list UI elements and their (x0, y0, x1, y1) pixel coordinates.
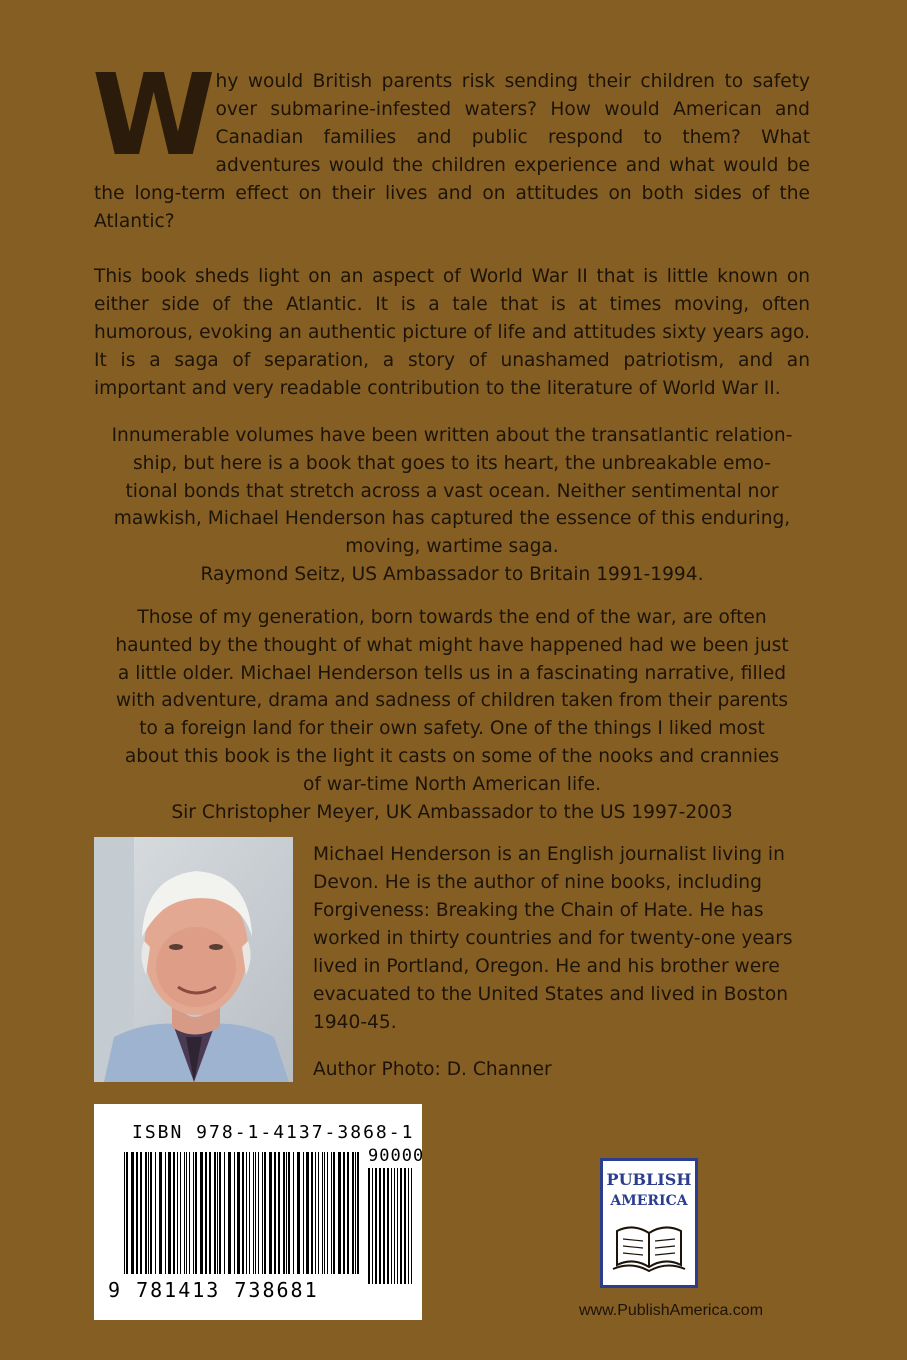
barcode-bar (136, 1152, 138, 1274)
addon-bar (397, 1168, 398, 1284)
barcode-bars-icon (124, 1152, 414, 1284)
barcode-bar (357, 1152, 359, 1274)
barcode-bar (306, 1152, 309, 1274)
barcode-bar (324, 1152, 325, 1274)
addon-bar (394, 1168, 395, 1284)
author-portrait-image (94, 837, 293, 1082)
barcode-bar (145, 1152, 147, 1274)
back-cover-blurb (92, 51, 810, 422)
ean-digits: 9 781413 738681 (108, 1278, 319, 1302)
barcode-bar (224, 1152, 225, 1274)
addon-bar (375, 1168, 377, 1284)
barcode-bar (131, 1152, 134, 1274)
quote-line: tional bonds that stretch across a vast ocean. Neither sentimental nor (125, 480, 779, 502)
barcode-bar (234, 1152, 235, 1274)
barcode-bar (343, 1152, 345, 1274)
bio-line: lived in Portland, Oregon. He and his brother were (313, 956, 780, 977)
publisher-logo (600, 1158, 698, 1288)
barcode-bar (322, 1152, 323, 1274)
barcode-bar (237, 1152, 240, 1274)
publish-america-logo-icon (603, 1161, 695, 1285)
barcode-bar (195, 1152, 197, 1274)
barcode-bar (258, 1152, 259, 1274)
barcode-bar (355, 1152, 356, 1274)
addon-bar (404, 1168, 406, 1284)
bio-line: 1940-45. (313, 1012, 397, 1033)
barcode-bar (246, 1152, 247, 1274)
quote-line: a little older. Michael Henderson tells us in a fascinating narrative, filled (117, 662, 787, 684)
barcode-bar (200, 1152, 203, 1274)
barcode-bar (177, 1152, 178, 1274)
barcode-bar (333, 1152, 335, 1274)
photo-credit: Author Photo: D. Channer (313, 1059, 552, 1080)
barcode-bar (262, 1152, 263, 1274)
barcode-bar (150, 1152, 152, 1274)
addon-bar (383, 1168, 385, 1284)
barcode-bar (168, 1152, 171, 1274)
barcode-bar (283, 1152, 285, 1274)
addon-bar (391, 1168, 392, 1284)
barcode-bar (209, 1152, 211, 1274)
quote-line: ship, but here is a book that goes to its heart, the unbreakable emo- (132, 452, 772, 474)
barcode-bar (165, 1152, 166, 1274)
barcode-bar (264, 1152, 266, 1274)
blurb-paragraph-2: This book sheds light on an aspect of World War II that is little known on either side of the Atlantic. It is a tale that is at times moving, often humorous, evoking an authentic picture of life and attitudes sixty years ago. It is a saga of separation, a story of unashamed patriotism, and an important and very readable contribution to the literature of World War II. (94, 266, 810, 399)
addon-bar (387, 1168, 389, 1284)
addon-bar (372, 1168, 373, 1284)
quote-line: to a foreign land for their own safety. One of the things I liked most (139, 718, 765, 740)
barcode-bar (184, 1152, 185, 1274)
barcode-bar (327, 1152, 328, 1274)
quote-line: Innumerable volumes have been written about the transatlantic relation- (111, 425, 793, 446)
quote-line: with adventure, drama and sadness of children taken from their parents (115, 690, 789, 712)
barcode-bar (124, 1152, 125, 1274)
barcode-bar (352, 1152, 354, 1274)
barcode-bar (318, 1152, 319, 1274)
endorsement-seitz (94, 422, 810, 589)
barcode-bar (217, 1152, 218, 1274)
barcode-bar (159, 1152, 162, 1274)
barcode-bar (155, 1152, 156, 1274)
addon-bar (379, 1168, 381, 1284)
quote-line: haunted by the thought of what might have happened had we been just (115, 634, 789, 656)
barcode-bar (140, 1152, 142, 1274)
barcode-bar (214, 1152, 216, 1274)
barcode-bar (269, 1152, 272, 1274)
blurb-paragraph-1 (92, 51, 810, 236)
barcode-bar (173, 1152, 175, 1274)
addon-bar (400, 1168, 402, 1284)
barcode-bar (274, 1152, 276, 1274)
barcode-bar (219, 1152, 221, 1274)
isbn-barcode (94, 1104, 425, 1320)
barcode-bar (205, 1152, 207, 1274)
barcode-bar (228, 1152, 231, 1274)
endorsement-meyer (94, 604, 810, 826)
isbn-text: ISBN 978-1-4137-3868-1 (132, 1122, 415, 1143)
bio-line: worked in thirty countries and for twenty-one years (313, 928, 793, 949)
barcode-bar (293, 1152, 294, 1274)
barcode-bar (278, 1152, 280, 1274)
barcode-bar (242, 1152, 244, 1274)
addon-bar (411, 1168, 412, 1284)
quote-line: moving, wartime saga. (345, 536, 559, 558)
addon-bar (368, 1168, 370, 1284)
barcode-bar (311, 1152, 313, 1274)
barcode-bar (338, 1152, 341, 1274)
barcode-bar (303, 1152, 304, 1274)
barcode-bar (148, 1152, 149, 1274)
addon-bar (408, 1168, 409, 1284)
barcode-bar (193, 1152, 194, 1274)
barcode-bar (126, 1152, 128, 1274)
barcode-bar (186, 1152, 187, 1274)
barcode-bar (315, 1152, 316, 1274)
barcode-bar (297, 1152, 300, 1274)
publisher-url[interactable]: www.PublishAmerica.com (578, 1302, 764, 1319)
barcode-bar (347, 1152, 349, 1274)
author-photo (94, 837, 293, 1082)
bio-line: Devon. He is the author of nine books, including (313, 872, 762, 893)
quote-line: of war-time North American life. (302, 773, 602, 795)
bio-line: evacuated to the United States and lived in Boston (313, 984, 789, 1005)
barcode-bar (255, 1152, 256, 1274)
quote-line: mawkish, Michael Henderson has captured the essence of this enduring, (113, 508, 791, 530)
barcode-bar (286, 1152, 287, 1274)
price-addon-digits: 90000 (368, 1146, 425, 1166)
bio-line: Michael Henderson is an English journalist living in (313, 844, 785, 865)
barcode-bar (180, 1152, 181, 1274)
svg-text:PUBLISH: PUBLISH (606, 1170, 692, 1189)
barcode-bar (288, 1152, 290, 1274)
author-bio (313, 841, 813, 1084)
quote-attribution: Raymond Seitz, US Ambassador to Britain 1991-1994. (200, 563, 704, 585)
drop-cap: W (92, 51, 210, 181)
svg-text:AMERICA: AMERICA (610, 1193, 688, 1209)
barcode-bar (189, 1152, 190, 1274)
barcode-bar (249, 1152, 250, 1274)
blurb-paragraph-1-text: hy would British parents risk sending their children to safety over submarine-infested waters? How would American and Canadian families and public respond to them? What adventures would the children experience and what would be the long-term effect on their lives and on attitudes on both sides of the Atlantic? (94, 71, 810, 232)
bio-line: Forgiveness: Breaking the Chain of Hate. He has (313, 900, 764, 921)
barcode-bar (253, 1152, 254, 1274)
quote-line: about this book is the light it casts on some of the nooks and crannies (124, 745, 780, 767)
quote-line: Those of my generation, born towards the end of the war, are often (137, 607, 767, 628)
quote-attribution: Sir Christopher Meyer, UK Ambassador to the US 1997-2003 (171, 801, 733, 823)
barcode-bar (331, 1152, 332, 1274)
